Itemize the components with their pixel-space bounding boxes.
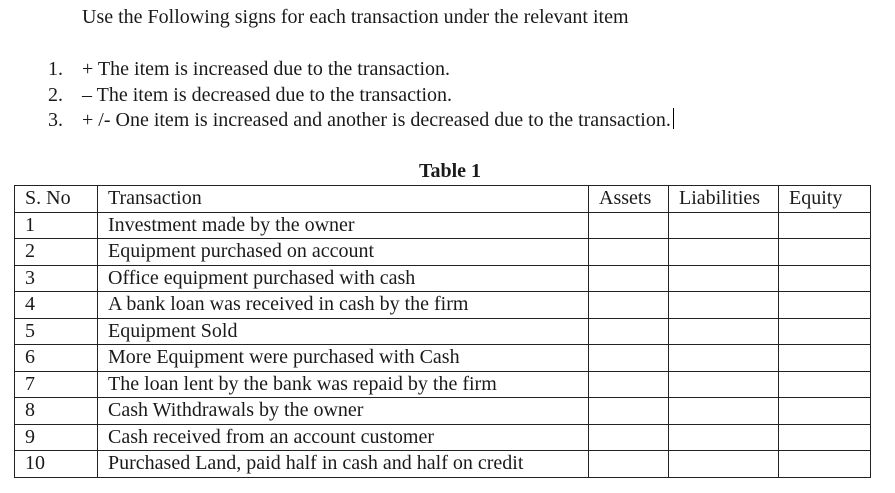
cell-sno: 8 [15,398,98,425]
cell-sno: 9 [15,424,98,451]
table-row [15,451,871,478]
cell-sno: 6 [15,345,98,372]
cell-equity[interactable] [779,265,871,292]
table-row [15,371,871,398]
cell-equity[interactable] [779,345,871,372]
cell-transaction: The loan lent by the bank was repaid by the firm [98,371,589,398]
cell-equity[interactable] [779,318,871,345]
cell-transaction: A bank loan was received in cash by the firm [98,292,589,319]
cell-sno: 2 [15,239,98,266]
cell-transaction: Equipment Sold [98,318,589,345]
cell-liabilities[interactable] [669,212,779,239]
instruction-text: Use the Following signs for each transaction under the relevant item [82,6,629,28]
cell-assets[interactable] [589,424,669,451]
cell-sno: 4 [15,292,98,319]
cell-sno: 10 [15,451,98,478]
cell-equity[interactable] [779,292,871,319]
cell-transaction: Office equipment purchased with cash [98,265,589,292]
sign-item [48,57,674,83]
sign-number: 2. [48,83,63,106]
cell-assets[interactable] [589,212,669,239]
cell-equity[interactable] [779,398,871,425]
cell-liabilities[interactable] [669,451,779,478]
cell-transaction: Purchased Land, paid half in cash and half on credit [98,451,589,478]
cell-assets[interactable] [589,345,669,372]
cell-liabilities[interactable] [669,398,779,425]
cell-assets[interactable] [589,239,669,266]
table-row [15,398,871,425]
header-liabilities: Liabilities [669,186,779,213]
header-transaction: Transaction [98,186,589,213]
cell-liabilities[interactable] [669,345,779,372]
cell-equity[interactable] [779,212,871,239]
cell-sno: 7 [15,371,98,398]
cell-equity[interactable] [779,239,871,266]
table-row [15,318,871,345]
header-assets: Assets [589,186,669,213]
table-row [15,212,871,239]
cell-equity[interactable] [779,371,871,398]
cell-sno: 3 [15,265,98,292]
cell-liabilities[interactable] [669,239,779,266]
sign-number: 3. [48,109,63,131]
cell-transaction: Cash Withdrawals by the owner [98,398,589,425]
table-row [15,424,871,451]
table-row [15,345,871,372]
cell-assets[interactable] [589,292,669,319]
sign-item [48,83,674,109]
cell-liabilities[interactable] [669,265,779,292]
cell-assets[interactable] [589,371,669,398]
table-title: Table 1 [418,160,482,182]
table-row [15,265,871,292]
cell-sno: 5 [15,318,98,345]
table-row [15,292,871,319]
sign-item [48,108,674,134]
sign-list [48,57,674,134]
sign-text: – The item is decreased due to the transaction. [82,83,453,106]
cell-sno: 1 [15,212,98,239]
header-equity: Equity [779,186,871,213]
cell-transaction: More Equipment were purchased with Cash [98,345,589,372]
cell-transaction: Equipment purchased on account [98,239,589,266]
cell-transaction: Cash received from an account customer [98,424,589,451]
table-header-row [15,186,871,213]
sign-number: 1. [48,58,63,80]
cell-assets[interactable] [589,265,669,292]
transaction-table [14,185,871,478]
cell-transaction: Investment made by the owner [98,212,589,239]
cell-equity[interactable] [779,424,871,451]
cell-assets[interactable] [589,398,669,425]
text-cursor [673,108,674,129]
cell-liabilities[interactable] [669,424,779,451]
header-sno: S. No [15,186,98,213]
table-row [15,239,871,266]
sign-text: + The item is increased due to the transaction. [82,58,451,80]
cell-equity[interactable] [779,451,871,478]
cell-liabilities[interactable] [669,292,779,319]
cell-assets[interactable] [589,451,669,478]
cell-liabilities[interactable] [669,371,779,398]
sign-text: + /- One item is increased and another is decreased due to the transaction. [82,109,671,131]
cell-assets[interactable] [589,318,669,345]
cell-liabilities[interactable] [669,318,779,345]
